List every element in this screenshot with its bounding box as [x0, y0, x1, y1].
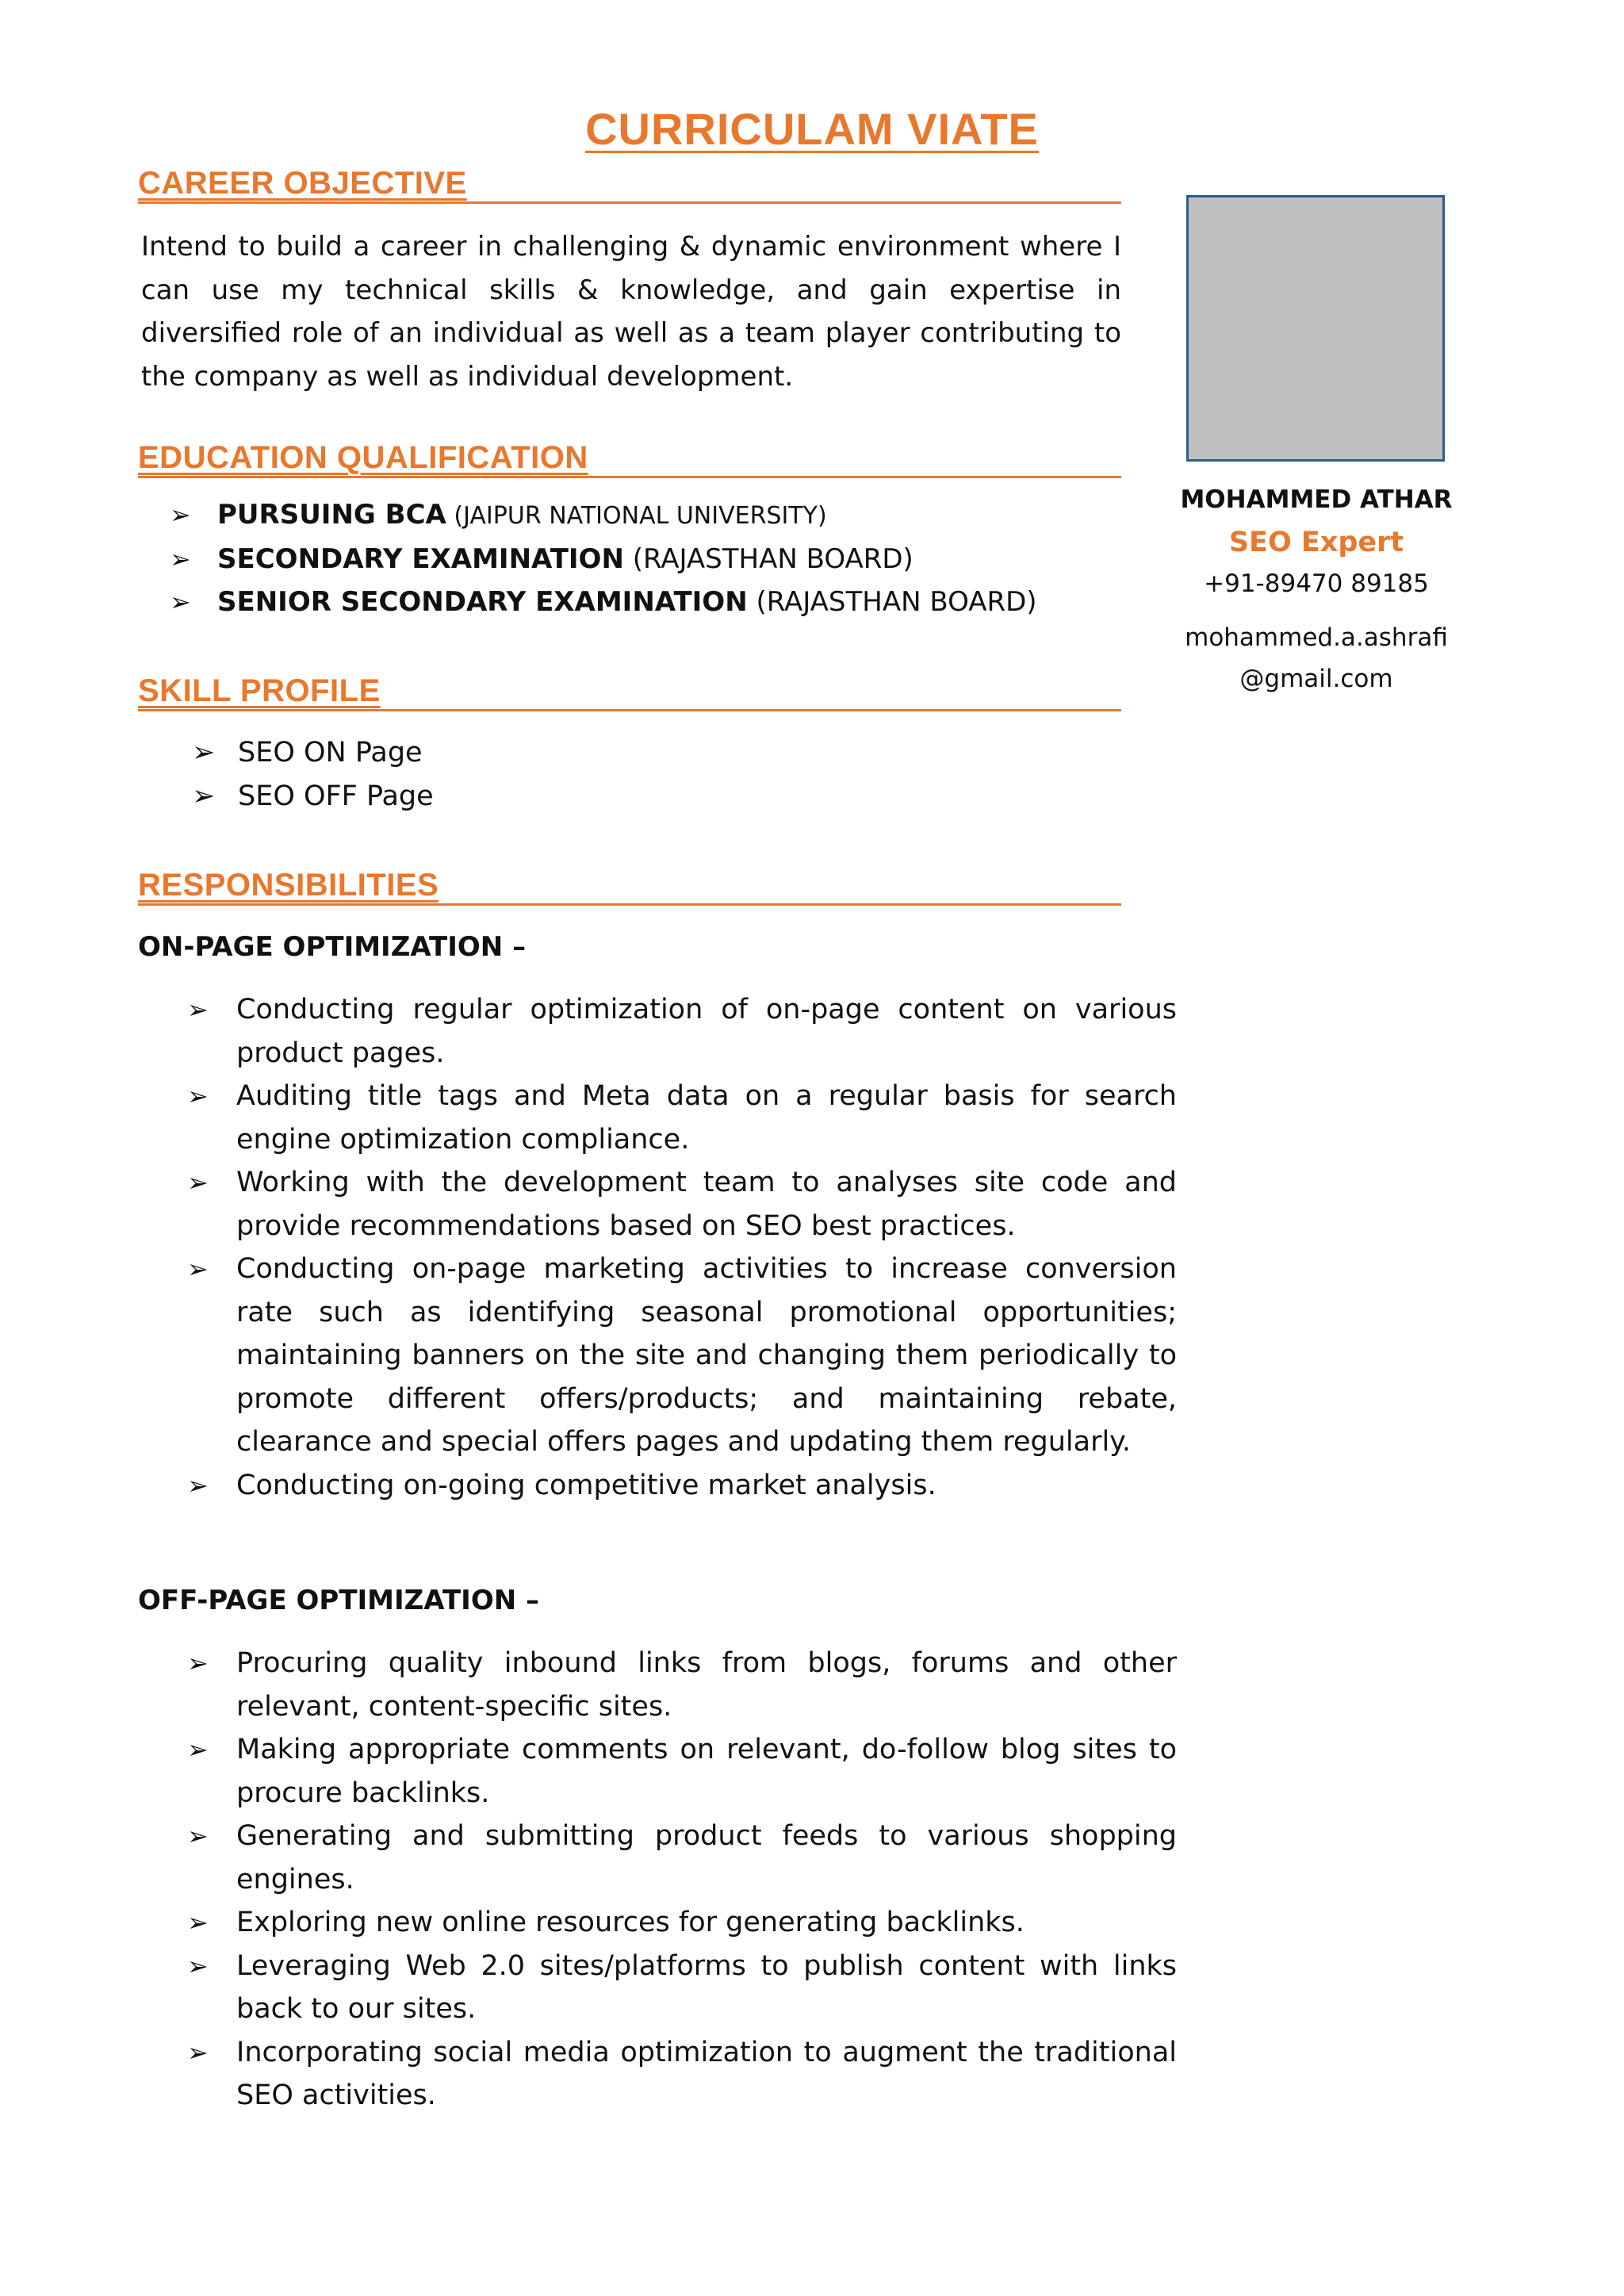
- skill-profile-heading: SKILL PROFILE: [138, 673, 1121, 711]
- profile-phone: +91-89470 89185: [1204, 569, 1429, 598]
- list-item: [192, 731, 434, 775]
- list-item-text: Incorporating social media optimization to augment the traditional SEO activities.: [236, 2036, 1177, 2111]
- skill-text: SEO OFF Page: [238, 780, 434, 812]
- education-list: [170, 493, 1037, 623]
- list-item: [187, 1464, 1177, 1508]
- email-line-1: mohammed.a.ashrafi: [1185, 623, 1448, 652]
- list-item-text: Generating and submitting product feeds to various shopping engines.: [236, 1820, 1177, 1895]
- list-item: [187, 1728, 1177, 1815]
- on-page-heading: ON-PAGE OPTIMIZATION –: [138, 931, 527, 963]
- arrow-bullet-icon: ➢: [187, 1907, 209, 1938]
- list-item: [187, 1075, 1177, 1161]
- list-item: [192, 775, 434, 818]
- education-heading: EDUCATION QUALIFICATION: [138, 439, 1121, 478]
- skill-list: [192, 731, 434, 818]
- arrow-bullet-icon: ➢: [187, 995, 209, 1025]
- arrow-bullet-icon: ➢: [170, 544, 191, 574]
- arrow-bullet-icon: ➢: [187, 2037, 209, 2068]
- arrow-bullet-icon: ➢: [170, 500, 191, 530]
- education-title: SECONDARY EXAMINATION: [217, 543, 624, 575]
- arrow-bullet-icon: ➢: [187, 1821, 209, 1851]
- education-title: SENIOR SECONDARY EXAMINATION: [217, 586, 748, 618]
- list-item-text: Conducting on-page marketing activities to increase conversion rate such as identifying seasonal promotional opportunities; maintaining banners on the site and changing them periodically to promote different offers/products; and maintaining rebate, clearance and special offers pages and updating them regularly.: [236, 1253, 1177, 1458]
- arrow-bullet-icon: ➢: [187, 1167, 209, 1198]
- profile-name: MOHAMMED ATHAR: [1180, 485, 1453, 514]
- list-item: [187, 1945, 1177, 2031]
- list-item: [187, 1815, 1177, 1901]
- list-item-text: Leveraging Web 2.0 sites/platforms to publish content with links back to our sites.: [236, 1949, 1177, 2025]
- list-item-text: Conducting regular optimization of on-page content on various product pages.: [236, 994, 1177, 1069]
- on-page-list: [187, 988, 1177, 1507]
- list-item: [187, 1161, 1177, 1248]
- list-item-text: Working with the development team to analyses site code and provide recommendations based on SEO best practices.: [236, 1167, 1177, 1242]
- education-institution: (RAJASTHAN BOARD): [623, 543, 914, 575]
- document-title: CURRICULAM VIATE: [585, 104, 1039, 154]
- list-item-text: Auditing title tags and Meta data on a regular basis for search engine optimization compliance.: [236, 1080, 1177, 1156]
- arrow-bullet-icon: ➢: [187, 1470, 209, 1501]
- email-line-2: @gmail.com: [1239, 665, 1393, 693]
- profile-email: [1142, 617, 1491, 700]
- list-item: [187, 988, 1177, 1075]
- education-institution: (RAJASTHAN BOARD): [747, 586, 1037, 618]
- list-item: [187, 1901, 1177, 1945]
- arrow-bullet-icon: ➢: [187, 1081, 209, 1111]
- arrow-bullet-icon: ➢: [192, 780, 216, 812]
- off-page-list: [187, 1642, 1177, 2118]
- off-page-heading: OFF-PAGE OPTIMIZATION –: [138, 1585, 540, 1616]
- skill-text: SEO ON Page: [238, 737, 423, 769]
- list-item: [187, 1642, 1177, 1728]
- arrow-bullet-icon: ➢: [192, 737, 216, 769]
- list-item-text: Making appropriate comments on relevant, do-follow blog sites to procure backlinks.: [236, 1734, 1177, 1809]
- list-item: [187, 2031, 1177, 2118]
- list-item: [170, 493, 1037, 538]
- education-institution: (JAIPUR NATIONAL UNIVERSITY): [446, 502, 827, 530]
- career-objective-heading: CAREER OBJECTIVE: [138, 165, 1121, 204]
- arrow-bullet-icon: ➢: [187, 1734, 209, 1765]
- list-item-text: Exploring new online resources for generating backlinks.: [236, 1907, 1025, 1938]
- arrow-bullet-icon: ➢: [170, 587, 191, 617]
- education-title: PURSUING BCA: [217, 499, 446, 531]
- arrow-bullet-icon: ➢: [187, 1254, 209, 1284]
- arrow-bullet-icon: ➢: [187, 1648, 209, 1678]
- profile-role: SEO Expert: [1228, 527, 1404, 558]
- list-item: [170, 538, 1037, 581]
- responsibilities-heading: RESPONSIBILITIES: [138, 867, 1121, 906]
- list-item-text: Procuring quality inbound links from blogs, forums and other relevant, content-specific sites.: [236, 1647, 1177, 1723]
- list-item-text: Conducting on-going competitive market analysis.: [236, 1469, 936, 1501]
- arrow-bullet-icon: ➢: [187, 1950, 209, 1981]
- profile-photo-placeholder: [1186, 195, 1445, 462]
- list-item: [187, 1248, 1177, 1464]
- list-item: [170, 581, 1037, 623]
- career-objective-text: Intend to build a career in challenging & dynamic environment where I can use my technical skills & knowledge, and gain expertise in diversified role of an individual as well as a team player contributing to the company as well as individual development.: [141, 231, 1121, 393]
